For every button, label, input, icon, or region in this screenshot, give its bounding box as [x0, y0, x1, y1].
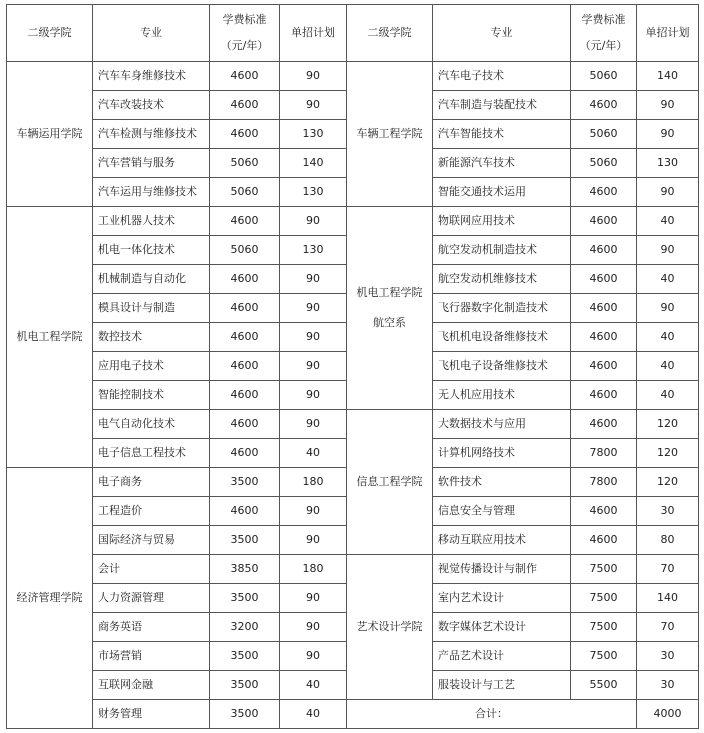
major-cell-left: 机械制造与自动化: [93, 265, 210, 294]
fee-cell-left: 5060: [210, 149, 280, 178]
table-header-row: [7, 5, 699, 62]
plan-cell-left: 90: [280, 352, 347, 381]
plan-cell-right: 40: [637, 352, 699, 381]
plan-cell-left: 180: [280, 555, 347, 584]
plan-cell-left: 90: [280, 381, 347, 410]
major-cell-left: 人力资源管理: [93, 584, 210, 613]
major-cell-left: 电气自动化技术: [93, 410, 210, 439]
total-label-cell: 合计：: [347, 700, 637, 729]
fee-cell-right: 4600: [571, 352, 637, 381]
fee-cell-left: 5060: [210, 236, 280, 265]
table-row: [7, 555, 699, 584]
major-cell-right: 移动互联应用技术: [433, 526, 571, 555]
plan-cell-right: 120: [637, 410, 699, 439]
plan-cell-right: 40: [637, 323, 699, 352]
major-cell-left: 机电一体化技术: [93, 236, 210, 265]
fee-cell-left: 4600: [210, 323, 280, 352]
fee-cell-right: 7800: [571, 439, 637, 468]
plan-cell-right: 40: [637, 265, 699, 294]
major-cell-right: 飞机机电设备维修技术: [433, 323, 571, 352]
plan-cell-right: 70: [637, 613, 699, 642]
major-cell-right: 飞行器数字化制造技术: [433, 294, 571, 323]
fee-cell-left: 3500: [210, 468, 280, 497]
major-cell-right: 无人机应用技术: [433, 381, 571, 410]
major-cell-right: 产品艺术设计: [433, 642, 571, 671]
major-cell-left: 会计: [93, 555, 210, 584]
plan-cell-right: 90: [637, 236, 699, 265]
table-row: [7, 700, 699, 729]
plan-cell-left: 90: [280, 613, 347, 642]
plan-cell-right: 30: [637, 497, 699, 526]
plan-cell-left: 40: [280, 700, 347, 729]
major-cell-left: 汽车车身维修技术: [93, 62, 210, 91]
fee-cell-left: 4600: [210, 207, 280, 236]
total-value-cell: 4000: [637, 700, 699, 729]
fee-cell-right: 4600: [571, 410, 637, 439]
fee-cell-left: 5060: [210, 178, 280, 207]
major-cell-left: 互联网金融: [93, 671, 210, 700]
header-major-right: 专业: [433, 5, 571, 62]
plan-cell-left: 90: [280, 207, 347, 236]
fee-cell-left: 3500: [210, 584, 280, 613]
plan-cell-right: 80: [637, 526, 699, 555]
college-cell-left: 车辆运用学院: [7, 62, 93, 207]
fee-cell-right: 7500: [571, 613, 637, 642]
fee-cell-left: 4600: [210, 265, 280, 294]
major-cell-left: 汽车检测与维修技术: [93, 120, 210, 149]
fee-cell-left: 3500: [210, 700, 280, 729]
major-cell-left: 汽车营销与服务: [93, 149, 210, 178]
college-cell-right: [347, 410, 433, 555]
college-cell-right-line1: 车辆工程学院: [356, 127, 423, 140]
fee-cell-left: 4600: [210, 62, 280, 91]
plan-cell-left: 90: [280, 294, 347, 323]
major-cell-right: 软件技术: [433, 468, 571, 497]
college-cell-right-line1: 艺术设计学院: [356, 620, 423, 633]
fee-cell-right: 4600: [571, 265, 637, 294]
admission-plan-table: [6, 4, 699, 729]
college-cell-right-line1: 信息工程学院: [356, 475, 423, 488]
fee-cell-right: 5060: [571, 120, 637, 149]
college-cell-right: [347, 207, 433, 410]
plan-cell-left: 40: [280, 671, 347, 700]
fee-cell-left: 4600: [210, 497, 280, 526]
fee-cell-left: 4600: [210, 381, 280, 410]
major-cell-left: 工业机器人技术: [93, 207, 210, 236]
major-cell-left: 电子信息工程技术: [93, 439, 210, 468]
header-college-left: 二级学院: [7, 5, 93, 62]
fee-cell-right: 4600: [571, 294, 637, 323]
major-cell-left: 电子商务: [93, 468, 210, 497]
plan-cell-left: 90: [280, 62, 347, 91]
major-cell-right: 服装设计与工艺: [433, 671, 571, 700]
plan-cell-right: 70: [637, 555, 699, 584]
header-fee-left: [210, 5, 280, 62]
fee-cell-right: 4600: [571, 178, 637, 207]
fee-cell-right: 5500: [571, 671, 637, 700]
fee-cell-left: 4600: [210, 91, 280, 120]
fee-cell-left: 3500: [210, 642, 280, 671]
fee-cell-right: 5060: [571, 149, 637, 178]
fee-cell-left: 3200: [210, 613, 280, 642]
major-cell-right: 新能源汽车技术: [433, 149, 571, 178]
fee-cell-left: 3850: [210, 555, 280, 584]
plan-cell-left: 130: [280, 236, 347, 265]
major-cell-right: 大数据技术与应用: [433, 410, 571, 439]
table-row: [7, 410, 699, 439]
plan-cell-right: 130: [637, 149, 699, 178]
college-cell-right: [347, 555, 433, 700]
plan-cell-right: 30: [637, 671, 699, 700]
plan-cell-right: 140: [637, 62, 699, 91]
header-major-left: 专业: [93, 5, 210, 62]
plan-cell-left: 180: [280, 468, 347, 497]
plan-cell-right: 40: [637, 207, 699, 236]
major-cell-right: 航空发动机制造技术: [433, 236, 571, 265]
table-row: [7, 62, 699, 91]
major-cell-right: 航空发动机维修技术: [433, 265, 571, 294]
fee-cell-right: 4600: [571, 236, 637, 265]
header-fee-right-line1: 学费标准: [581, 13, 626, 26]
major-cell-right: 物联网应用技术: [433, 207, 571, 236]
fee-cell-right: 5060: [571, 62, 637, 91]
college-cell-right: [347, 62, 433, 207]
header-plan-right: 单招计划: [637, 5, 699, 62]
fee-cell-left: 3500: [210, 671, 280, 700]
table-row: [7, 207, 699, 236]
major-cell-left: 智能控制技术: [93, 381, 210, 410]
major-cell-right: 汽车智能技术: [433, 120, 571, 149]
plan-cell-left: 140: [280, 149, 347, 178]
header-fee-left-line2: （元/年）: [220, 39, 269, 52]
college-cell-left: 机电工程学院: [7, 207, 93, 468]
plan-cell-right: 90: [637, 120, 699, 149]
plan-cell-right: 90: [637, 178, 699, 207]
major-cell-right: 汽车制造与装配技术: [433, 91, 571, 120]
fee-cell-left: 4600: [210, 120, 280, 149]
fee-cell-right: 7500: [571, 555, 637, 584]
major-cell-right: 数字媒体艺术设计: [433, 613, 571, 642]
major-cell-right: 飞机电子设备维修技术: [433, 352, 571, 381]
major-cell-right: 计算机网络技术: [433, 439, 571, 468]
fee-cell-right: 7800: [571, 468, 637, 497]
major-cell-left: 汽车运用与维修技术: [93, 178, 210, 207]
header-fee-right-line2: （元/年）: [579, 39, 628, 52]
plan-cell-left: 40: [280, 439, 347, 468]
plan-cell-left: 90: [280, 584, 347, 613]
college-cell-right-line1: 机电工程学院: [356, 286, 423, 299]
major-cell-left: 市场营销: [93, 642, 210, 671]
major-cell-right: 汽车电子技术: [433, 62, 571, 91]
major-cell-left: 汽车改装技术: [93, 91, 210, 120]
fee-cell-left: 3500: [210, 526, 280, 555]
plan-cell-left: 130: [280, 178, 347, 207]
major-cell-left: 模具设计与制造: [93, 294, 210, 323]
fee-cell-right: 4600: [571, 91, 637, 120]
plan-cell-right: 40: [637, 381, 699, 410]
plan-cell-right: 140: [637, 584, 699, 613]
major-cell-left: 财务管理: [93, 700, 210, 729]
fee-cell-right: 4600: [571, 381, 637, 410]
plan-cell-left: 90: [280, 265, 347, 294]
plan-cell-right: 90: [637, 294, 699, 323]
plan-cell-left: 90: [280, 410, 347, 439]
major-cell-left: 国际经济与贸易: [93, 526, 210, 555]
header-fee-right: [571, 5, 637, 62]
fee-cell-right: 7500: [571, 584, 637, 613]
plan-cell-right: 120: [637, 468, 699, 497]
fee-cell-left: 4600: [210, 439, 280, 468]
fee-cell-right: 4600: [571, 207, 637, 236]
major-cell-right: 视觉传播设计与制作: [433, 555, 571, 584]
major-cell-left: 数控技术: [93, 323, 210, 352]
plan-cell-left: 90: [280, 497, 347, 526]
fee-cell-left: 4600: [210, 410, 280, 439]
header-plan-left: 单招计划: [280, 5, 347, 62]
major-cell-left: 商务英语: [93, 613, 210, 642]
fee-cell-left: 4600: [210, 294, 280, 323]
plan-cell-left: 90: [280, 526, 347, 555]
fee-cell-left: 4600: [210, 352, 280, 381]
plan-cell-right: 120: [637, 439, 699, 468]
plan-cell-left: 90: [280, 642, 347, 671]
college-cell-left: 经济管理学院: [7, 468, 93, 729]
plan-cell-right: 90: [637, 91, 699, 120]
fee-cell-right: 4600: [571, 323, 637, 352]
major-cell-left: 工程造价: [93, 497, 210, 526]
admission-plan-table-wrapper: [6, 4, 699, 729]
major-cell-right: 信息安全与管理: [433, 497, 571, 526]
major-cell-left: 应用电子技术: [93, 352, 210, 381]
major-cell-right: 智能交通技术运用: [433, 178, 571, 207]
header-fee-left-line1: 学费标准: [222, 13, 267, 26]
fee-cell-right: 7500: [571, 642, 637, 671]
plan-cell-right: 30: [637, 642, 699, 671]
plan-cell-left: 90: [280, 323, 347, 352]
major-cell-right: 室内艺术设计: [433, 584, 571, 613]
fee-cell-right: 4600: [571, 497, 637, 526]
plan-cell-left: 130: [280, 120, 347, 149]
plan-cell-left: 90: [280, 91, 347, 120]
college-cell-right-line2: 航空系: [373, 316, 406, 329]
fee-cell-right: 4600: [571, 526, 637, 555]
header-college-right: 二级学院: [347, 5, 433, 62]
